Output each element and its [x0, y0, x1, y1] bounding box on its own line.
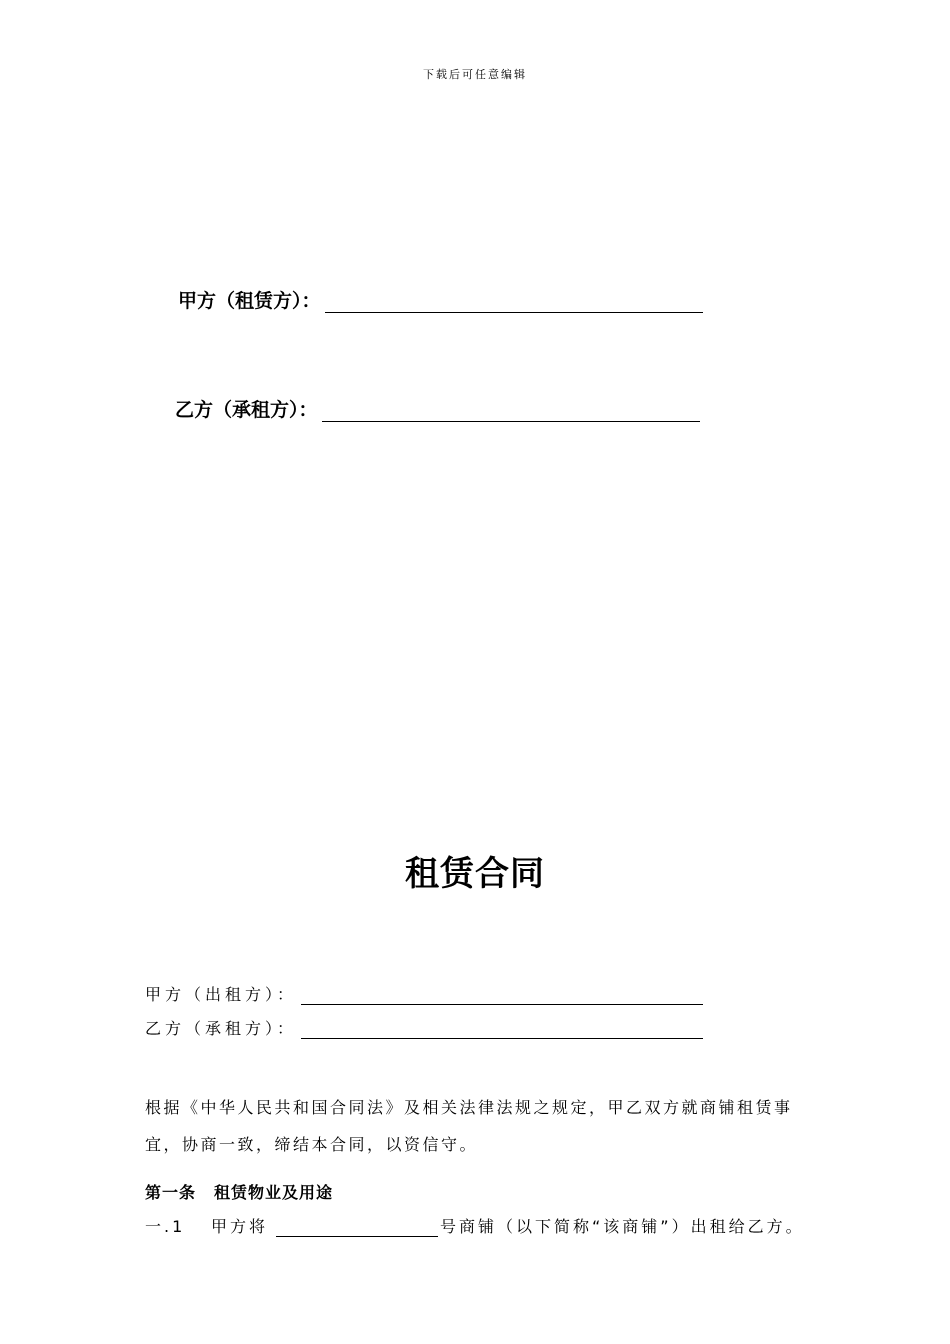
clause-1-1-post-text: 号商铺（以下简称“该商铺”）出租给乙方。: [440, 1217, 805, 1236]
preamble-paragraph: 根据《中华人民共和国合同法》及相关法律法规之规定，甲乙双方就商铺租赁事宜，协商一致，缔结本合同，以资信守。: [145, 1098, 793, 1154]
contract-party-b-label: 乙方（承租方）：: [145, 1019, 298, 1038]
header-note: 下载后可任意编辑: [423, 68, 527, 81]
clause-1-1-pre-text: 甲方将: [211, 1217, 269, 1236]
contract-title: 租赁合同: [405, 854, 545, 894]
cover-party-a-line: [178, 286, 703, 313]
article-1-title: 租赁物业及用途: [214, 1183, 334, 1202]
cover-party-a-blank[interactable]: [325, 311, 703, 313]
contract-party-b-blank[interactable]: [301, 1037, 703, 1039]
cover-party-a-label: 甲方（租赁方）：: [178, 290, 321, 312]
contract-party-a-blank[interactable]: [301, 1003, 703, 1005]
contract-party-a-line: [145, 982, 703, 1005]
shop-number-blank[interactable]: [276, 1218, 438, 1237]
clause-1-1-number: 一.1: [145, 1217, 186, 1236]
clause-1-1: [145, 1214, 805, 1237]
cover-party-b-line: [175, 395, 700, 422]
cover-party-b-blank[interactable]: [322, 420, 700, 422]
cover-party-b-label: 乙方（承租方）：: [175, 399, 318, 421]
article-1-number: 第一条: [145, 1183, 197, 1202]
article-1-heading: [145, 1180, 333, 1203]
contract-party-a-label: 甲方（出租方）：: [145, 985, 298, 1004]
contract-party-b-line: [145, 1016, 703, 1039]
